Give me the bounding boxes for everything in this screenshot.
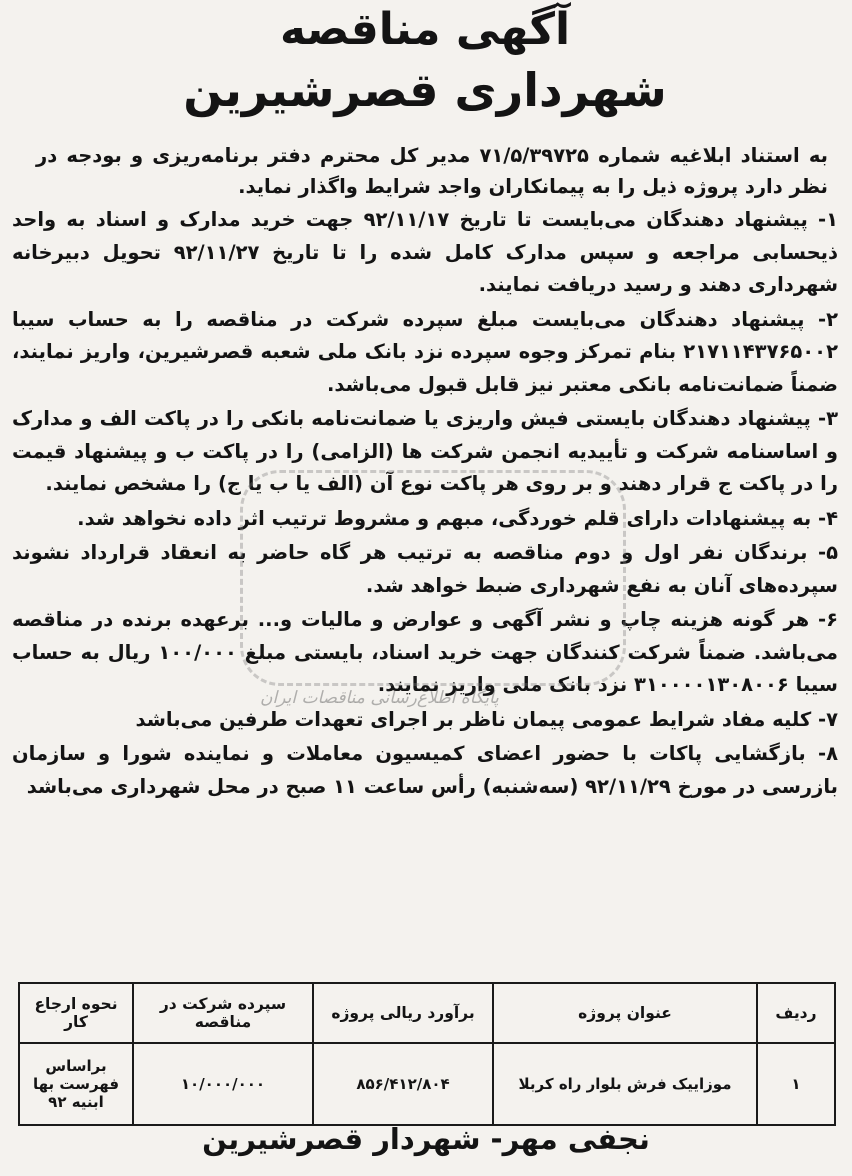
project-table (18, 982, 836, 1126)
col-header-deposit: سپرده شرکت در مناقصه (133, 983, 313, 1043)
clause-7: ۷- کلیه مفاد شرایط عمومی پیمان ناظر بر اجرای تعهدات طرفین می‌باشد (135, 707, 838, 731)
signature-line: نجفی مهر- شهردار قصرشیرین (202, 1122, 650, 1156)
clause-5: ۵- برندگان نفر اول و دوم مناقصه به ترتیب هر گاه حاضر به انعقاد قرارداد نشوند سپرده‌های آنان به نفع شهرداری ضبط خواهد شد. (12, 541, 838, 597)
clause-4: ۴- به پیشنهادات دارای قلم خوردگی، مبهم و مشروط ترتیب اثر داده نخواهد شد. (77, 506, 838, 530)
col-header-assignment-method: نحوه ارجاع کار (19, 983, 133, 1043)
table-header-row (19, 983, 835, 1043)
organization-title: شهرداری قصرشیرین (183, 63, 667, 117)
clause-6: ۶- هر گونه هزینه چاپ و نشر آگهی و عوارض و مالیات و... برعهده برنده در مناقصه می‌باشد. ضمناً شرکت کنندگان جهت خرید اسناد، بایستی مبلغ ۱۰۰/۰۰۰ ریال به حساب سیبا ۳۱۰۰۰۰۱۳۰۸۰۰۶ نزد بانک ملی واریز نمایند. (12, 608, 839, 696)
cell-deposit: ۱۰/۰۰۰/۰۰۰ (133, 1043, 313, 1125)
intro-paragraph: به استناد ابلاغیه شماره ۷۱/۵/۳۹۷۲۵ مدیر کل محترم دفتر برنامه‌ریزی و بودجه در نظر دارد پروژه ذیل را به پیمانکاران واجد شرایط واگذار نماید. (36, 144, 829, 198)
clause-3: ۳- پیشنهاد دهندگان بایستی فیش واریزی یا ضمانت‌نامه بانکی را در پاکت الف و مدارک و اساسنامه شرکت و تأییدیه انجمن شرکت ها (الزامی) را در پاکت ب و پیشنهاد قیمت را در پاکت ج قرار دهند و بر روی هر پاکت نوع آن (الف یا ب یا ج) را مشخص نمایند. (12, 407, 838, 495)
watermark-text: پایگاه اطلاع‌رسانی مناقصات ایران (260, 688, 499, 708)
table-row (19, 1043, 835, 1125)
clause-8: ۸- بازگشایی پاکات با حضور اعضای کمیسیون معاملات و نماینده شورا و سازمان بازرسی در مورخ ۹۲/۱۱/۲۹ (سه‌شنبه) رأس ساعت ۱۱ صبح در محل شهرداری می‌باشد (12, 742, 838, 798)
clause-1: ۱- پیشنهاد دهندگان می‌بایست تا تاریخ ۹۲/۱۱/۱۷ جهت خرید مدارک و اسناد به واحد ذیحسابی مراجعه و سپس مدارک کامل شده را تا تاریخ ۹۲/۱۱/۲۷ تحویل دبیرخانه شهرداری دهند و رسید دریافت نمایند. (12, 208, 838, 296)
cell-project-title: موزاییک فرش بلوار راه کربلا (493, 1043, 757, 1125)
cell-row-number: ۱ (757, 1043, 835, 1125)
col-header-estimate: برآورد ریالی پروژه (313, 983, 493, 1043)
notice-title: آگهی مناقصه (279, 4, 571, 55)
col-header-project-title: عنوان پروژه (493, 983, 757, 1043)
cell-estimate: ۸۵۶/۴۱۲/۸۰۴ (313, 1043, 493, 1125)
clause-2: ۲- پیشنهاد دهندگان می‌بایست مبلغ سپرده شرکت در مناقصه را به حساب سیبا ۲۱۷۱۱۴۳۷۶۵۰۰۲ بنام تمرکز وجوه سپرده نزد بانک ملی شعبه قصرشیرین، واریز نمایند، ضمناً ضمانت‌نامه بانکی معتبر نیز قابل قبول می‌باشد. (12, 307, 838, 396)
cell-assignment-method: براساس فهرست بها ابنیه ۹۲ (19, 1043, 133, 1125)
col-header-row-number: ردیف (757, 983, 835, 1043)
